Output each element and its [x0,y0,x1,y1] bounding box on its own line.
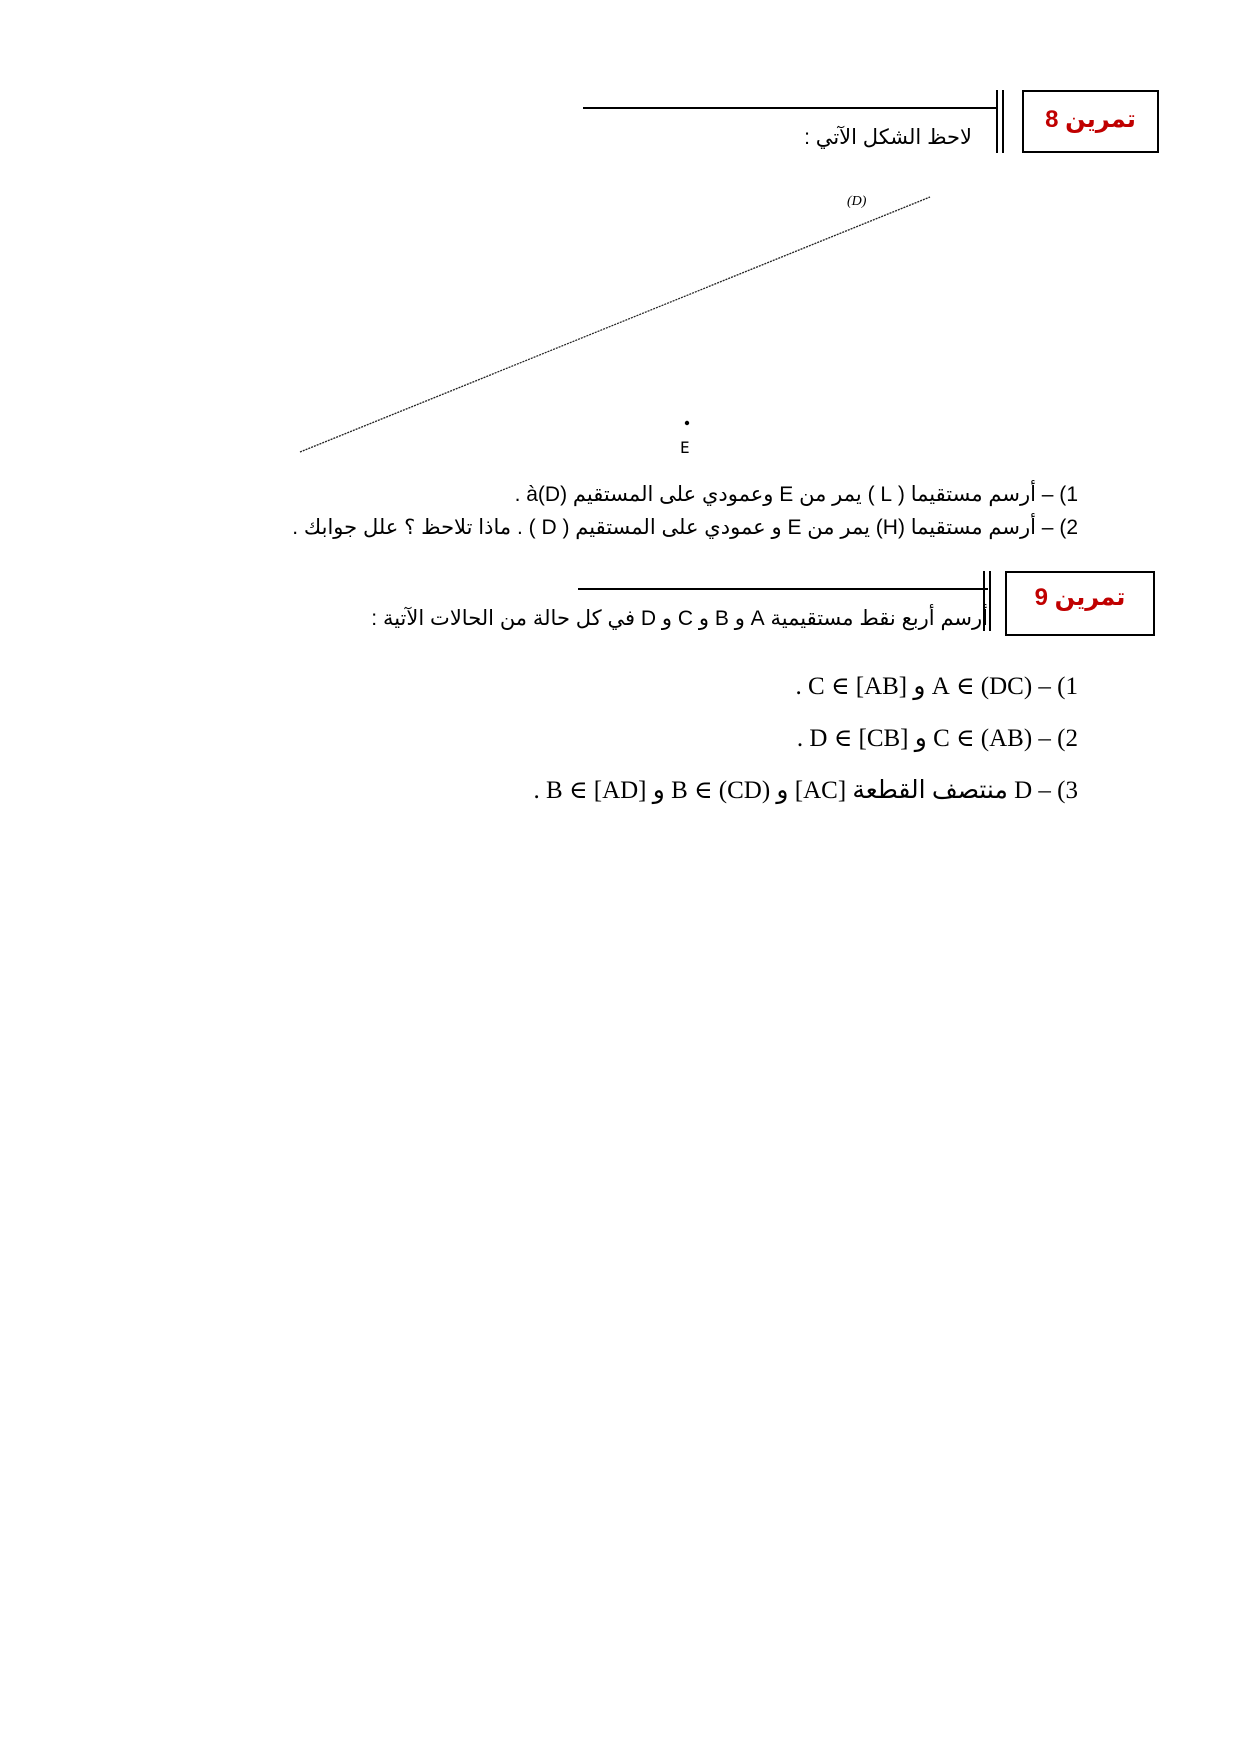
exercise-9-question-2: 2) – (AB) ∋ C و [CB] ∋ D . [796,725,1078,752]
exercise-9-intro: أرسم أربع نقط مستقيمية A و B و C و D في كل حالة من الحالات الآتية : [371,607,988,630]
exercise-8-title: تمرين 8 [1045,106,1136,133]
exercise-9-title: تمرين 9 [1034,584,1126,611]
exercise-8-title-box [1022,90,1159,153]
exercise-8-divider-left [996,90,998,153]
exercise-9-title-box [1005,571,1155,636]
exercise-9-question-1: 1) – (DC) ∋ A و [AB] ∋ C . [795,673,1078,700]
exercise-8-figure [290,190,950,470]
exercise-8-question-1: 1) – أرسم مستقيما ( L ) يمر من E وعمودي على المستقيم à(D) . [514,483,1078,506]
point-e-label: E [680,438,690,457]
line-d [300,197,930,452]
exercise-9-header-line [578,588,988,590]
point-e [685,421,689,425]
exercise-8-intro: لاحظ الشكل الآتي : [804,126,972,149]
exercise-8-header-line [583,107,998,109]
line-d-label: (D) [847,194,867,209]
exercise-9-question-3: 3) – D منتصف القطعة [AC] و (CD) ∋ B و [AD] ∋ B . [533,777,1078,804]
exercise-8-question-2: 2) – أرسم مستقيما (H) يمر من E و عمودي على المستقيم ( D ) . ماذا تلاحظ ؟ علل جوابك . [292,516,1078,539]
exercise-9-divider-right [989,571,991,631]
exercise-8-divider-right [1002,90,1004,153]
